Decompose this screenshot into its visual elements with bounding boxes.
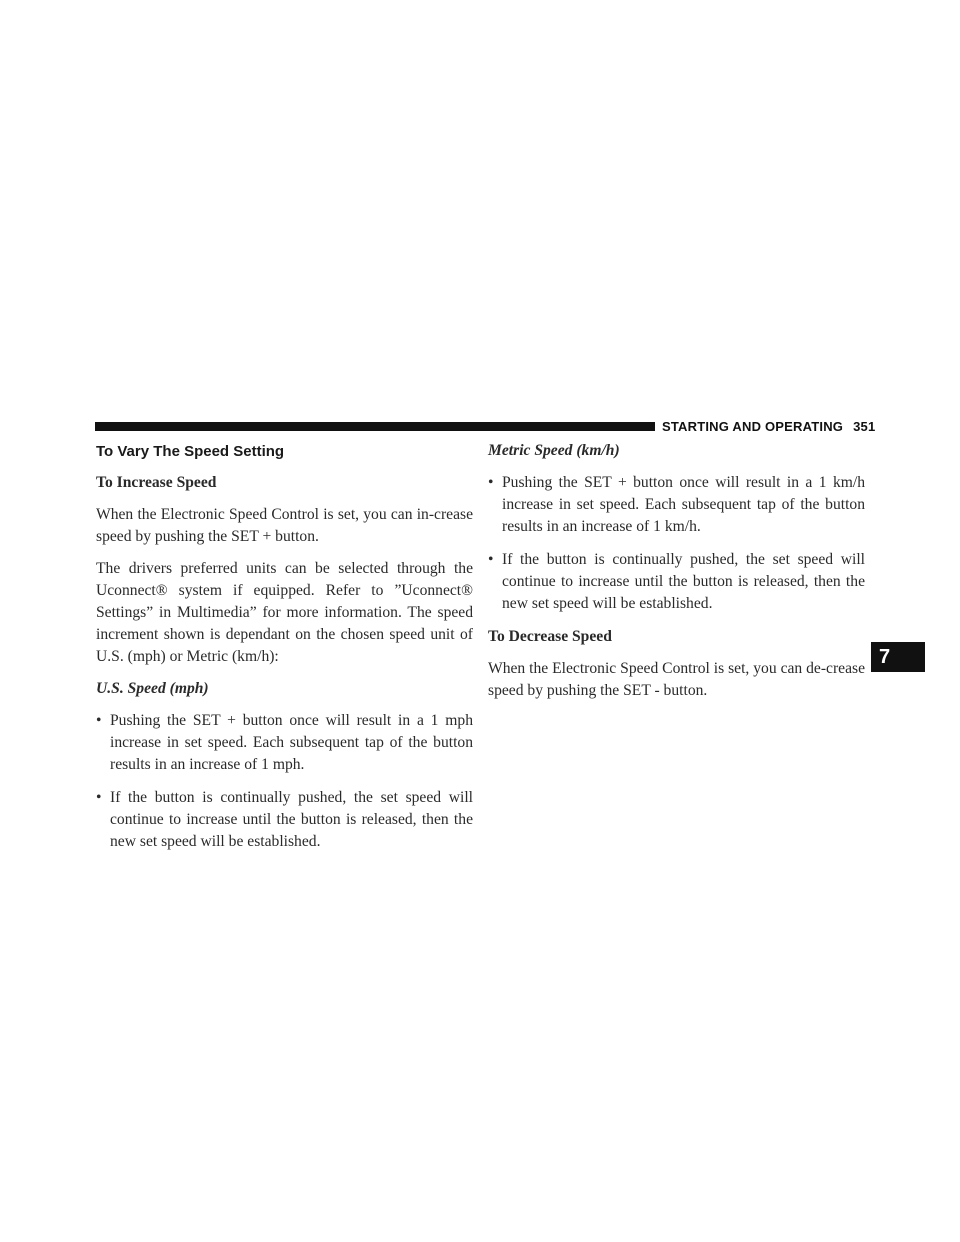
decrease-speed-paragraph: When the Electronic Speed Control is set, you can de-crease speed by pushing the SET - button. xyxy=(488,660,865,699)
right-column xyxy=(488,440,865,712)
list-item xyxy=(488,549,865,615)
bullet-icon: • xyxy=(488,551,494,568)
metric-speed-list xyxy=(488,472,865,615)
running-header xyxy=(662,419,875,434)
chapter-tab: 7 xyxy=(871,642,925,672)
list-item xyxy=(96,787,473,853)
list-item-text: If the button is continually pushed, the set speed will continue to increase until the button is released, then the new set speed will be established. xyxy=(110,789,473,850)
list-item-text: Pushing the SET + button once will result in a 1 mph increase in set speed. Each subsequent tap of the button results in an increase of 1 mph. xyxy=(110,712,473,773)
decrease-speed-heading: To Decrease Speed xyxy=(488,628,612,645)
us-speed-list xyxy=(96,710,473,853)
section-title: To Vary The Speed Setting xyxy=(96,443,285,460)
bullet-icon: • xyxy=(488,474,494,491)
list-item-text: Pushing the SET + button once will result in a 1 km/h increase in set speed. Each subsequent tap of the button results in an increase of 1 km/h. xyxy=(502,474,865,535)
increase-speed-paragraph: When the Electronic Speed Control is set, you can in-crease speed by pushing the SET + button. xyxy=(96,506,473,545)
header-title: STARTING AND OPERATING xyxy=(662,419,844,434)
units-paragraph: The drivers preferred units can be selected through the Uconnect® system if equipped. Refer to ”Uconnect® Settings” in Multimedia” for more information. The speed increment shown is dependant on the chosen speed unit of U.S. (mph) or Metric (km/h): xyxy=(96,560,473,665)
bullet-icon: • xyxy=(96,712,102,729)
header-rule xyxy=(95,422,655,431)
us-speed-heading: U.S. Speed (mph) xyxy=(96,680,209,697)
page-number: 351 xyxy=(853,419,876,434)
increase-speed-heading: To Increase Speed xyxy=(96,474,217,491)
metric-speed-heading: Metric Speed (km/h) xyxy=(488,442,620,459)
list-item xyxy=(488,472,865,538)
list-item-text: If the button is continually pushed, the set speed will continue to increase until the button is released, then the new set speed will be established. xyxy=(502,551,865,612)
list-item xyxy=(96,710,473,776)
bullet-icon: • xyxy=(96,789,102,806)
left-column xyxy=(96,440,473,864)
